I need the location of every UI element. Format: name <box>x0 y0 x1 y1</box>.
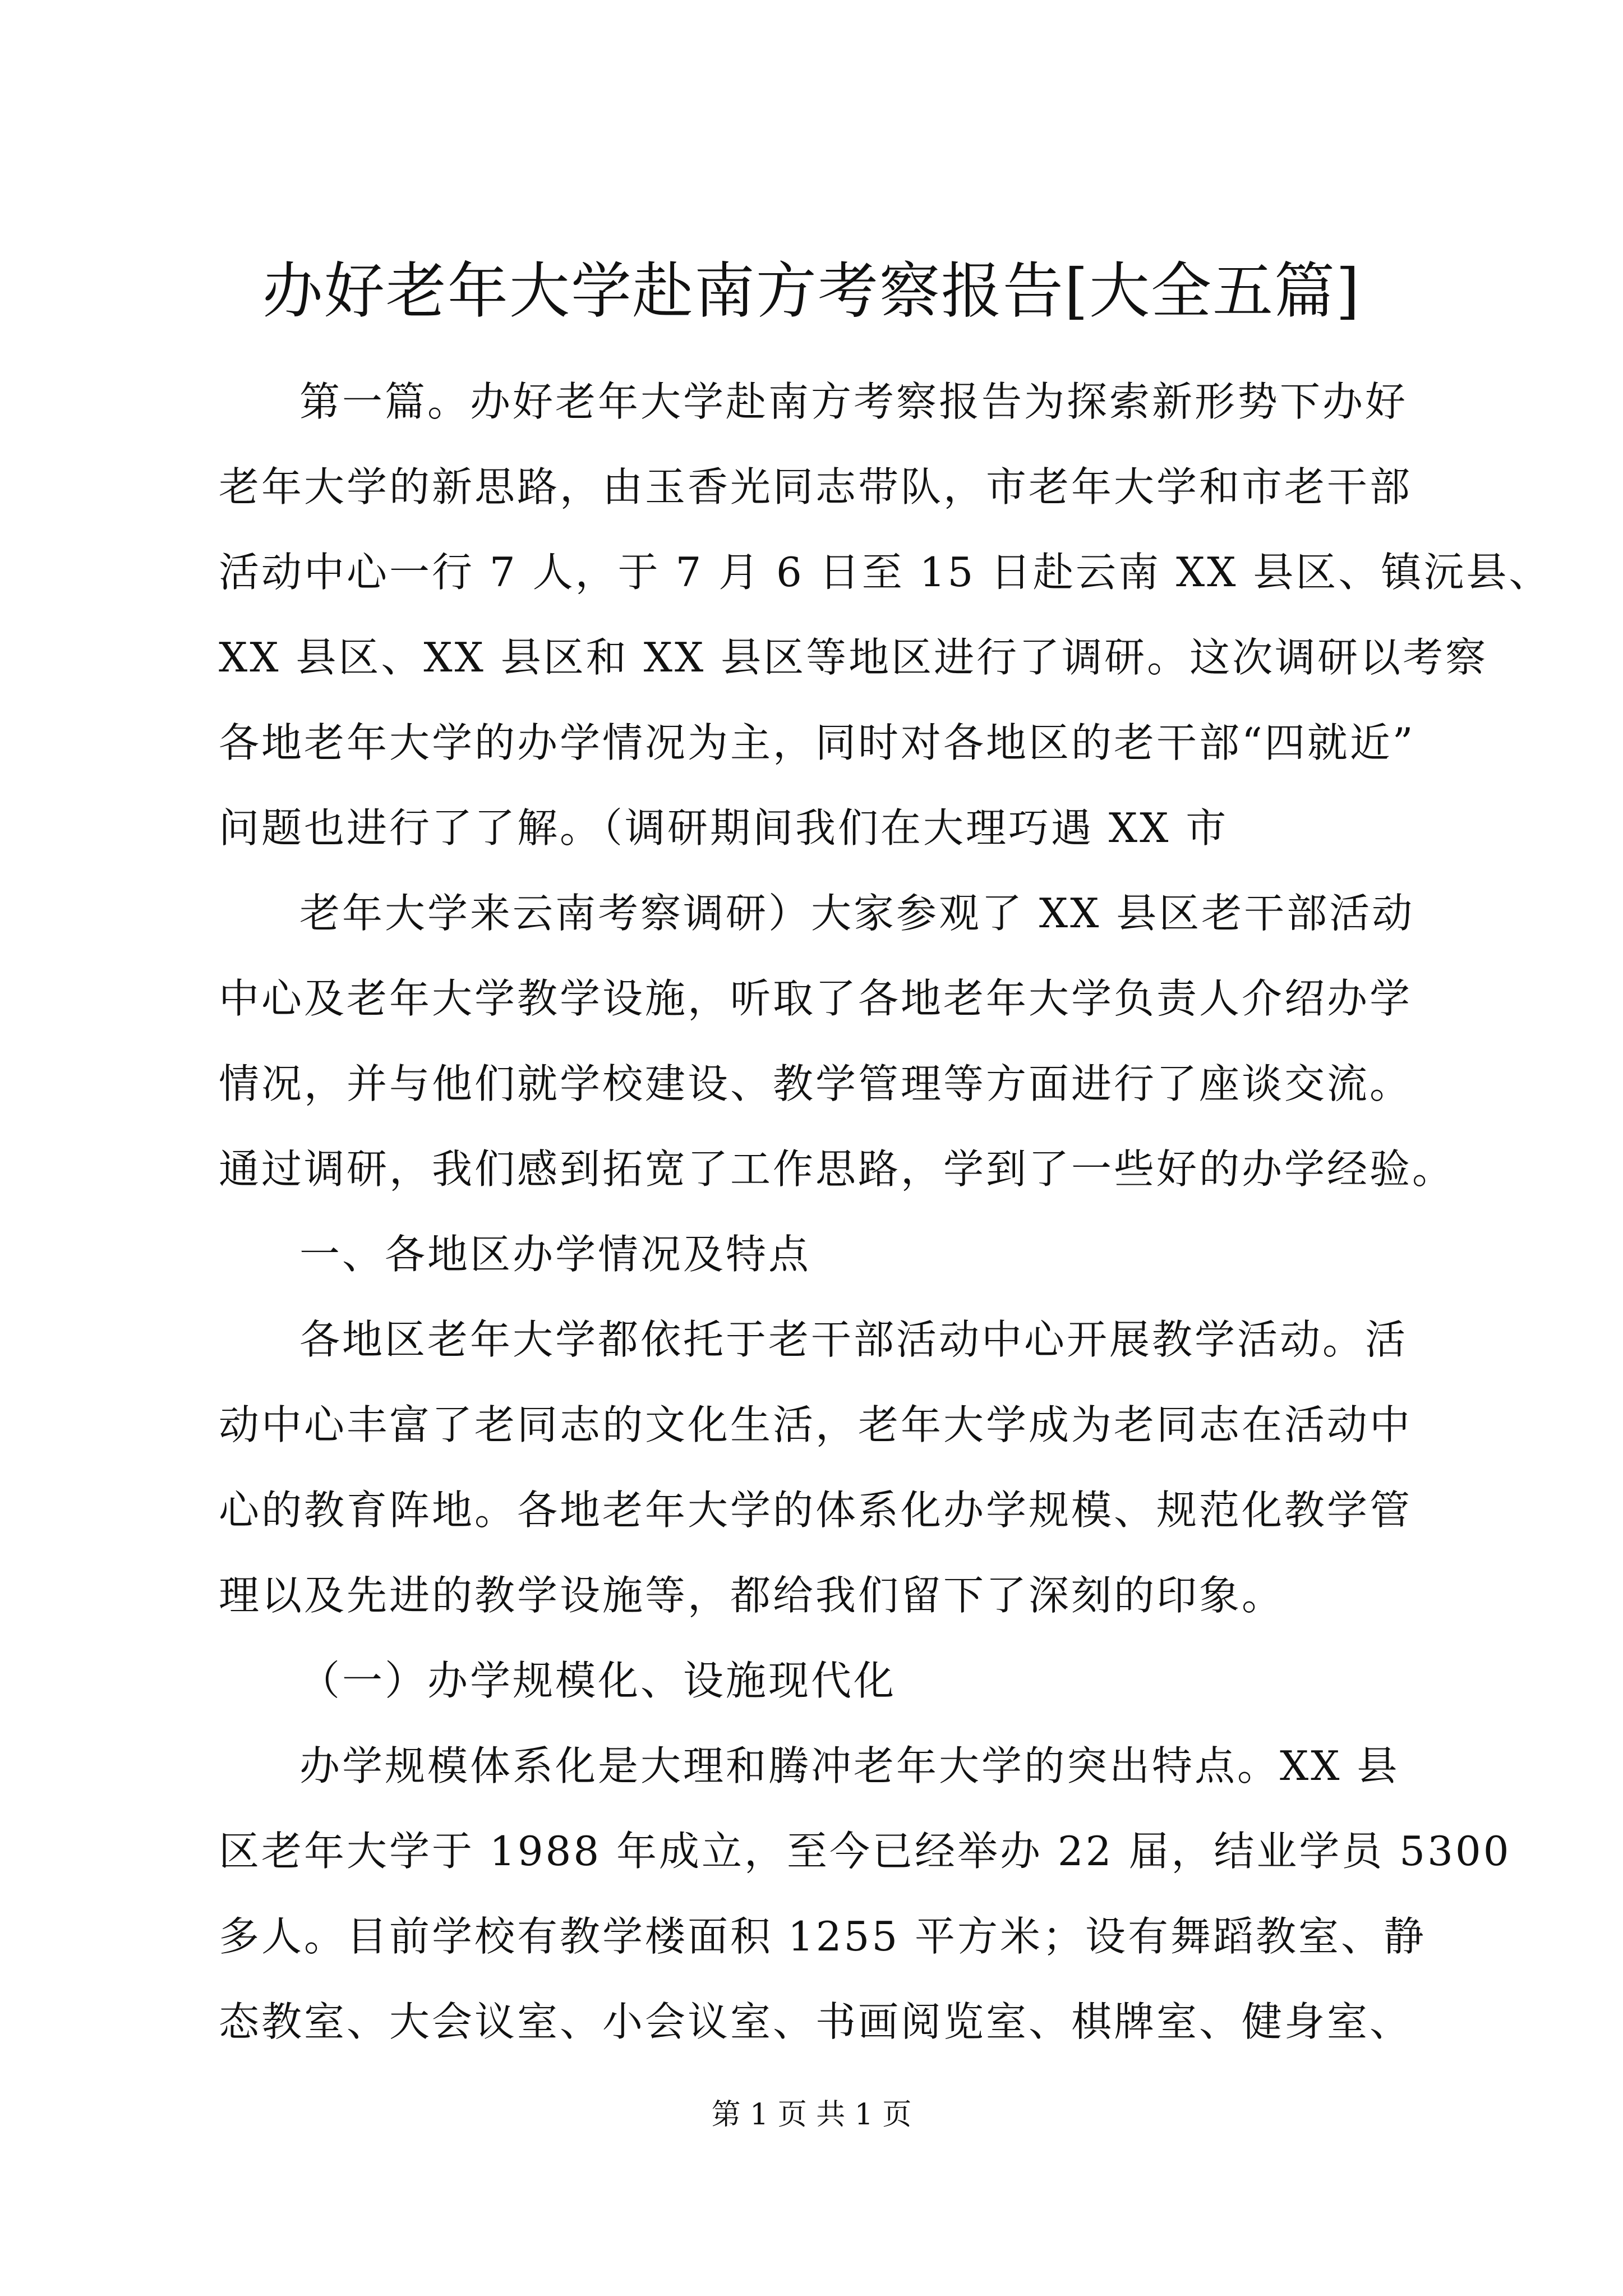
text-line: 各地区老年大学都依托于老干部活动中心开展教学活动。活 <box>299 1316 1408 1363</box>
text-line: 老年大学来云南考察调研）大家参观了 XX 县区老干部活动 <box>299 890 1415 937</box>
text-line: 动中心丰富了老同志的文化生活，老年大学成为老同志在活动中 <box>219 1401 1413 1448</box>
text-line: 办学规模体系化是大理和腾冲老年大学的突出特点。XX 县 <box>299 1742 1400 1789</box>
text-line: 态教室、大会议室、小会议室、书画阅览室、棋牌室、健身室、 <box>219 1998 1413 2045</box>
document-body <box>219 359 1552 2064</box>
text-line: 情况，并与他们就学校建设、教学管理等方面进行了座谈交流。 <box>219 1060 1413 1107</box>
text-line: 通过调研，我们感到拓宽了工作思路，学到了一些好的办学经验。 <box>219 1145 1455 1193</box>
text-line: 理以及先进的教学设施等，都给我们留下了深刻的印象。 <box>219 1572 1285 1619</box>
text-line: 老年大学的新思路，由玉香光同志带队，市老年大学和市老干部 <box>219 463 1413 510</box>
text-line: 各地老年大学的办学情况为主，同时对各地区的老干部“四就近” <box>219 719 1415 766</box>
text-line: 问题也进行了了解。（调研期间我们在大理巧遇 XX 市 <box>219 804 1229 852</box>
text-line: XX 县区、XX 县区和 XX 县区等地区进行了调研。这次调研以考察 <box>219 634 1488 681</box>
text-line: 中心及老年大学教学设施，听取了各地老年大学负责人介绍办学 <box>219 975 1413 1022</box>
text-line: 多人。目前学校有教学楼面积 1255 平方米；设有舞蹈教室、静 <box>219 1913 1427 1960</box>
text-line: 活动中心一行 7 人，于 7 月 6 日至 15 日赴云南 XX 县区、镇沅县、 <box>219 549 1552 596</box>
subsection-heading: （一）办学规模化、设施现代化 <box>299 1657 897 1704</box>
text-line: 区老年大学于 1988 年成立，至今已经举办 22 届，结业学员 5300 <box>219 1828 1511 1875</box>
page-footer: 第 1 页 共 1 页 <box>711 2098 912 2132</box>
document-title: 办好老年大学赴南方考察报告[大全五篇] <box>262 256 1361 326</box>
text-line: 第一篇。办好老年大学赴南方考察报告为探索新形势下办好 <box>299 378 1408 425</box>
section-heading: 一、各地区办学情况及特点 <box>299 1231 811 1278</box>
text-line: 心的教育阵地。各地老年大学的体系化办学规模、规范化教学管 <box>219 1487 1413 1534</box>
